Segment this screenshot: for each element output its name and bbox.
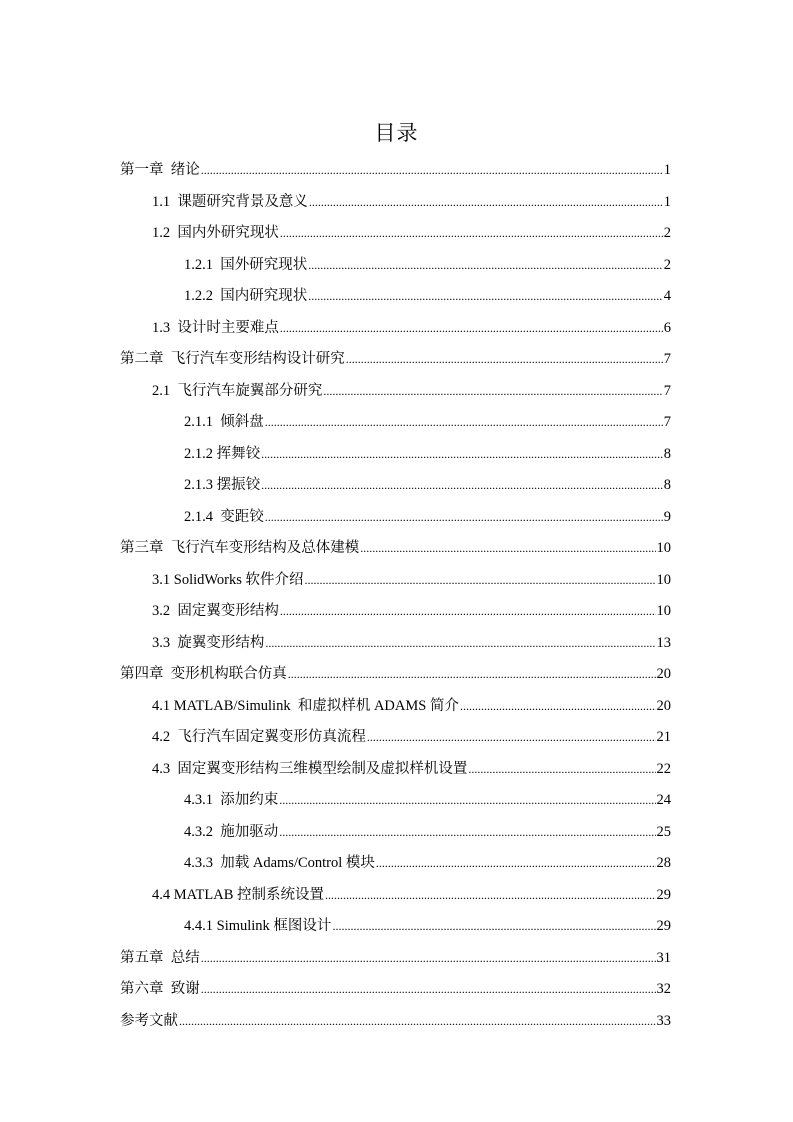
toc-entry[interactable] — [120, 502, 671, 534]
toc-entry-label: 第三章 飞行汽车变形结构及总体建模 — [120, 540, 360, 556]
toc-entry[interactable] — [120, 691, 671, 723]
toc-entry-label: 4.1 MATLAB/Simulink 和虚拟样机 ADAMS 简介 — [152, 697, 459, 714]
toc-entry[interactable] — [120, 250, 671, 282]
toc-entry-page-number: 24 — [656, 792, 671, 808]
toc-entry[interactable] — [120, 974, 671, 1006]
toc-entry-page-number: 7 — [663, 351, 671, 367]
dot-leader — [468, 754, 655, 786]
toc-entry[interactable] — [120, 880, 671, 912]
dot-leader — [261, 470, 663, 502]
toc-entry-label: 3.3 旋翼变形结构 — [152, 634, 265, 651]
dot-leader — [279, 785, 655, 817]
toc-entry-label: 4.4 MATLAB 控制系统设置 — [152, 886, 324, 903]
table-of-contents — [120, 155, 671, 1037]
dot-leader — [308, 281, 663, 313]
dot-leader — [323, 376, 662, 408]
toc-entry-label: 第四章 变形机构联合仿真 — [120, 666, 287, 682]
toc-entry[interactable] — [120, 911, 671, 943]
toc-entry[interactable] — [120, 470, 671, 502]
toc-entry[interactable] — [120, 943, 671, 975]
toc-entry[interactable] — [120, 218, 671, 250]
toc-entry-page-number: 1 — [663, 193, 671, 210]
dot-leader — [280, 596, 656, 628]
dot-leader — [280, 218, 663, 250]
toc-entry-label: 2.1 飞行汽车旋翼部分研究 — [152, 382, 323, 399]
dot-leader — [280, 313, 663, 345]
toc-entry-page-number: 10 — [656, 540, 671, 556]
toc-entry-page-number: 21 — [656, 729, 671, 745]
toc-entry-label: 4.4.1 Simulink 框图设计 — [184, 918, 332, 934]
toc-entry-page-number: 22 — [656, 760, 671, 777]
toc-entry[interactable] — [120, 1006, 671, 1038]
page-title: 目录 — [374, 121, 419, 145]
dot-leader — [360, 533, 655, 565]
toc-entry[interactable] — [120, 628, 671, 660]
toc-entry-page-number: 2 — [663, 256, 671, 273]
toc-entry-page-number: 4 — [663, 288, 671, 304]
dot-leader — [309, 187, 663, 219]
dot-leader — [265, 407, 663, 439]
toc-entry[interactable] — [120, 376, 671, 408]
dot-leader — [305, 565, 656, 597]
dot-leader — [279, 817, 655, 849]
dot-leader — [179, 1006, 656, 1038]
toc-entry-page-number: 8 — [663, 445, 671, 462]
toc-entry[interactable] — [120, 407, 671, 439]
toc-entry-label: 4.3.2 施加驱动 — [184, 823, 279, 840]
toc-entry[interactable] — [120, 722, 671, 754]
toc-entry[interactable] — [120, 439, 671, 471]
dot-leader — [346, 344, 663, 376]
toc-entry[interactable] — [120, 754, 671, 786]
toc-entry[interactable] — [120, 817, 671, 849]
toc-entry-page-number: 8 — [663, 477, 671, 493]
dot-leader — [201, 974, 656, 1006]
toc-entry-label: 第五章 总结 — [120, 949, 200, 966]
toc-entry-page-number: 28 — [656, 855, 671, 871]
toc-entry-page-number: 29 — [656, 918, 671, 934]
toc-entry-page-number: 32 — [656, 981, 671, 997]
toc-entry-page-number: 9 — [663, 508, 671, 525]
toc-entry[interactable] — [120, 533, 671, 565]
toc-entry-page-number: 7 — [663, 382, 671, 399]
dot-leader — [332, 911, 655, 943]
toc-entry[interactable] — [120, 344, 671, 376]
toc-entry-label: 3.1 SolidWorks 软件介绍 — [152, 571, 304, 588]
toc-entry-page-number: 7 — [663, 414, 671, 430]
toc-entry[interactable] — [120, 785, 671, 817]
dot-leader — [265, 628, 655, 660]
toc-entry-page-number: 6 — [663, 319, 671, 336]
dot-leader — [288, 659, 656, 691]
toc-entry-label: 1.1 课题研究背景及意义 — [152, 193, 308, 210]
toc-entry-page-number: 33 — [656, 1012, 671, 1029]
dot-leader — [261, 439, 663, 471]
toc-entry-label: 4.2 飞行汽车固定翼变形仿真流程 — [152, 729, 366, 745]
dot-leader — [201, 155, 663, 187]
toc-entry-page-number: 20 — [656, 697, 671, 714]
toc-entry[interactable] — [120, 659, 671, 691]
toc-entry-page-number: 10 — [656, 571, 671, 588]
toc-entry-label: 2.1.3 摆振铰 — [184, 477, 261, 493]
toc-entry-page-number: 20 — [656, 666, 671, 682]
toc-entry[interactable] — [120, 155, 671, 187]
toc-entry[interactable] — [120, 596, 671, 628]
dot-leader — [376, 848, 656, 880]
toc-entry-label: 4.3.1 添加约束 — [184, 792, 279, 808]
toc-entry-page-number: 31 — [656, 949, 671, 966]
toc-entry-page-number: 29 — [656, 886, 671, 903]
toc-entry-label: 1.2.1 国外研究现状 — [184, 256, 308, 273]
toc-entry[interactable] — [120, 848, 671, 880]
toc-entry-label: 1.2 国内外研究现状 — [152, 225, 279, 241]
toc-entry-label: 4.3 固定翼变形结构三维模型绘制及虚拟样机设置 — [152, 760, 468, 777]
toc-entry-label: 第二章 飞行汽车变形结构设计研究 — [120, 351, 345, 367]
dot-leader — [460, 691, 656, 723]
toc-entry-page-number: 2 — [663, 225, 671, 241]
dot-leader — [325, 880, 656, 912]
toc-entry-label: 2.1.2 挥舞铰 — [184, 445, 261, 462]
dot-leader — [201, 943, 656, 975]
toc-entry-label: 2.1.4 变距铰 — [184, 508, 264, 525]
toc-entry[interactable] — [120, 281, 671, 313]
dot-leader — [308, 250, 663, 282]
toc-entry-label: 2.1.1 倾斜盘 — [184, 414, 264, 430]
toc-entry-label: 第六章 致谢 — [120, 981, 200, 997]
toc-entry[interactable] — [120, 565, 671, 597]
toc-entry-label: 1.3 设计时主要难点 — [152, 319, 279, 336]
toc-entry-page-number: 1 — [663, 162, 671, 178]
toc-entry-label: 参考文献 — [120, 1012, 178, 1029]
toc-entry-page-number: 13 — [656, 634, 671, 651]
toc-entry-page-number: 25 — [656, 823, 671, 840]
toc-entry-page-number: 10 — [656, 603, 671, 619]
toc-entry[interactable] — [120, 313, 671, 345]
toc-entry-label: 第一章 绪论 — [120, 162, 200, 178]
dot-leader — [265, 502, 663, 534]
dot-leader — [367, 722, 656, 754]
toc-entry-label: 4.3.3 加载 Adams/Control 模块 — [184, 855, 375, 871]
toc-entry-label: 1.2.2 国内研究现状 — [184, 288, 308, 304]
toc-entry[interactable] — [120, 187, 671, 219]
toc-entry-label: 3.2 固定翼变形结构 — [152, 603, 279, 619]
